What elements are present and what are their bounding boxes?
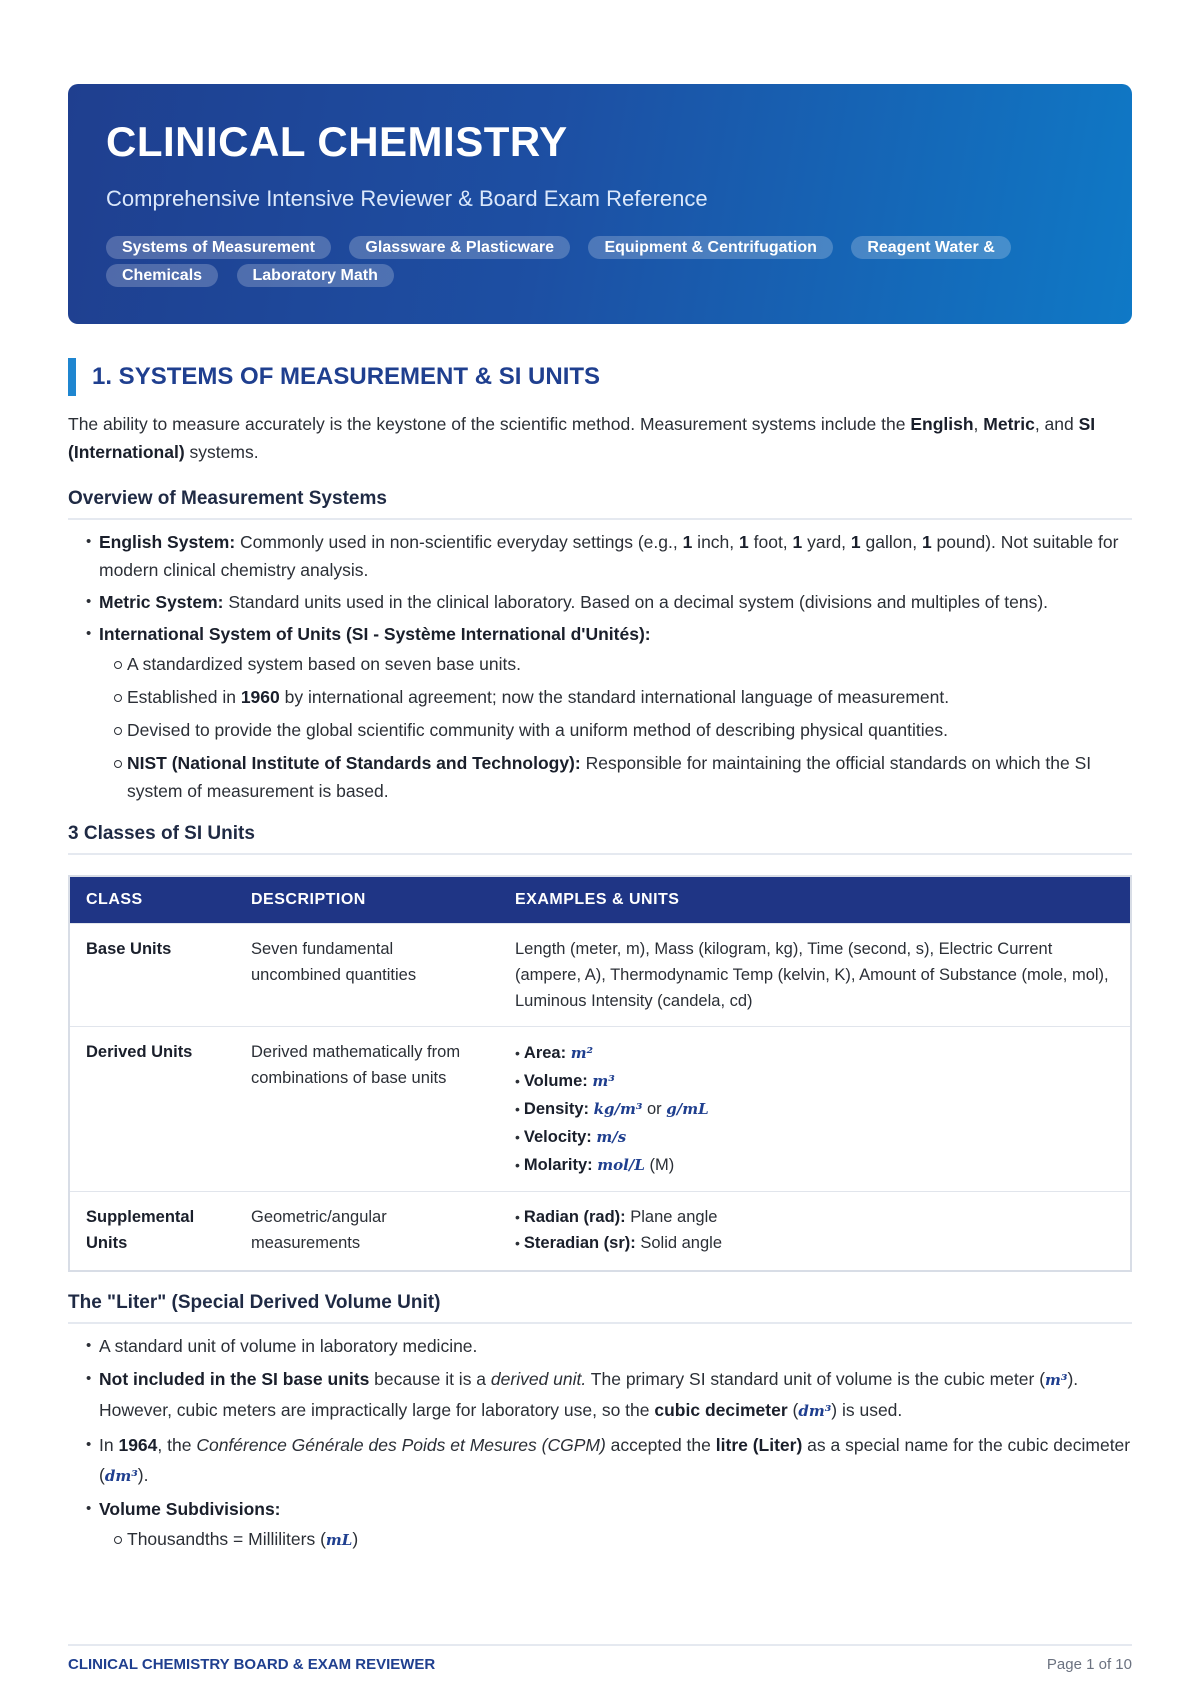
subheading-overview: Overview of Measurement Systems [68,488,1132,520]
table-row [69,1027,1131,1192]
overview-list [68,528,1132,805]
topic-tag[interactable]: Equipment & Centrifugation [588,236,832,259]
topic-tag[interactable]: Glassware & Plasticware [349,236,570,259]
list-item: • English System: Commonly used in non-scientific everyday settings (e.g., 1 inch, 1 foot, 1 yard, 1 gallon, 1 pound). Not suitable for modern clinical chemistry analysis. [68,528,1132,584]
page-footer [68,1644,1132,1673]
volume-sublist [99,1525,1132,1554]
list-item: • Not included in the SI base units because it is a derived unit. The primary SI standard unit of volume is the cubic meter (m³). However, cubic meters are impractically large for laboratory use, so the cubic decimeter (dm³) is used. [68,1364,1132,1426]
sub-list-item: NIST (National Institute of Standards and Technology): Responsible for maintaining the official standards on which the SI system of measurement is based. [97,749,1132,805]
class-cell: Supplemental Units [69,1192,235,1272]
sub-list-item: Devised to provide the global scientific community with a uniform method of describing physical quantities. [97,716,1132,744]
column-header: EXAMPLES & UNITS [499,876,1131,924]
example-item: • Steradian (sr): Solid angle [515,1234,722,1252]
document-title: CLINICAL CHEMISTRY [106,118,568,165]
sub-list-item: Thousandths = Milliliters (mL) [97,1525,1132,1554]
example-item: • Density: kg/m³ or g/mL [515,1100,709,1118]
example-item: • Volume: m³ [515,1072,615,1090]
topic-tags [106,234,1094,290]
list-item: • A standard unit of volume in laboratory medicine. [68,1332,1132,1360]
example-item: • Radian (rad): Plane angle [515,1208,718,1226]
section-intro: The ability to measure accurately is the keystone of the scientific method. Measurement systems include the English, Metric, and SI (International) systems. [68,414,1096,462]
subheading-classes: 3 Classes of SI Units [68,823,1132,855]
section-heading: 1. SYSTEMS OF MEASUREMENT & SI UNITS [68,358,1132,396]
header-banner [68,84,1132,324]
description-cell: Geometric/angular measurements [235,1192,499,1272]
examples-cell [499,1192,1131,1272]
table-header-row [69,876,1131,924]
subheading-liter: The "Liter" (Special Derived Volume Unit) [68,1292,1132,1324]
si-classes-table [68,875,1132,1272]
list-item: • International System of Units (SI - Système International d'Unités): A standardized system based on seven base units. Established in 1960 by international agreement; now the standard international language of measurement. Devised to provide the global scientific community with a uniform method of describing physical quantities. NIST (National Institute of Standards and Technology): Responsible for maintaining the official standards on which the SI system of measurement is based. [68,620,1132,805]
liter-list [68,1332,1132,1554]
example-item: • Molarity: mol/L (M) [515,1156,675,1174]
document-subtitle: Comprehensive Intensive Reviewer & Board Exam Reference [106,186,708,211]
column-header: DESCRIPTION [235,876,499,924]
topic-tag[interactable]: Systems of Measurement [106,236,331,259]
description-cell: Derived mathematically from combinations of base units [235,1027,499,1192]
list-item: • In 1964, the Conférence Générale des Poids et Mesures (CGPM) accepted the litre (Liter) as a special name for the cubic decimeter (dm³). [68,1430,1132,1491]
footer-title: CLINICAL CHEMISTRY BOARD & EXAM REVIEWER [68,1656,436,1673]
class-cell: Base Units [69,924,235,1027]
column-header: CLASS [69,876,235,924]
list-item: • Metric System: Standard units used in the clinical laboratory. Based on a decimal system (divisions and multiples of tens). [68,588,1132,616]
example-item: • Velocity: m/s [515,1128,627,1146]
topic-tag[interactable]: Laboratory Math [237,264,394,287]
description-cell: Seven fundamental uncombined quantities [235,924,499,1027]
class-cell: Derived Units [69,1027,235,1192]
list-item: • Volume Subdivisions: Thousandths = Milliliters (mL) [68,1495,1132,1554]
page [68,84,1132,1559]
topic-tag[interactable]: Reagent Water & Chemicals [106,236,1011,287]
sub-list-item: A standardized system based on seven base units. [97,650,1132,678]
page-number: Page 1 of 10 [1046,1656,1132,1673]
examples-cell: Length (meter, m), Mass (kilogram, kg), Time (second, s), Electric Current (ampere, A), Thermodynamic Temp (kelvin, K), Amount of Substance (mole, mol), Luminous Intensity (candela, cd) [499,924,1131,1027]
example-item: • Area: m² [515,1044,594,1062]
si-sublist [99,650,1132,805]
table-row [69,924,1131,1027]
examples-cell [499,1027,1131,1192]
sub-list-item: Established in 1960 by international agreement; now the standard international language of measurement. [97,683,1132,711]
table-row [69,1192,1131,1272]
